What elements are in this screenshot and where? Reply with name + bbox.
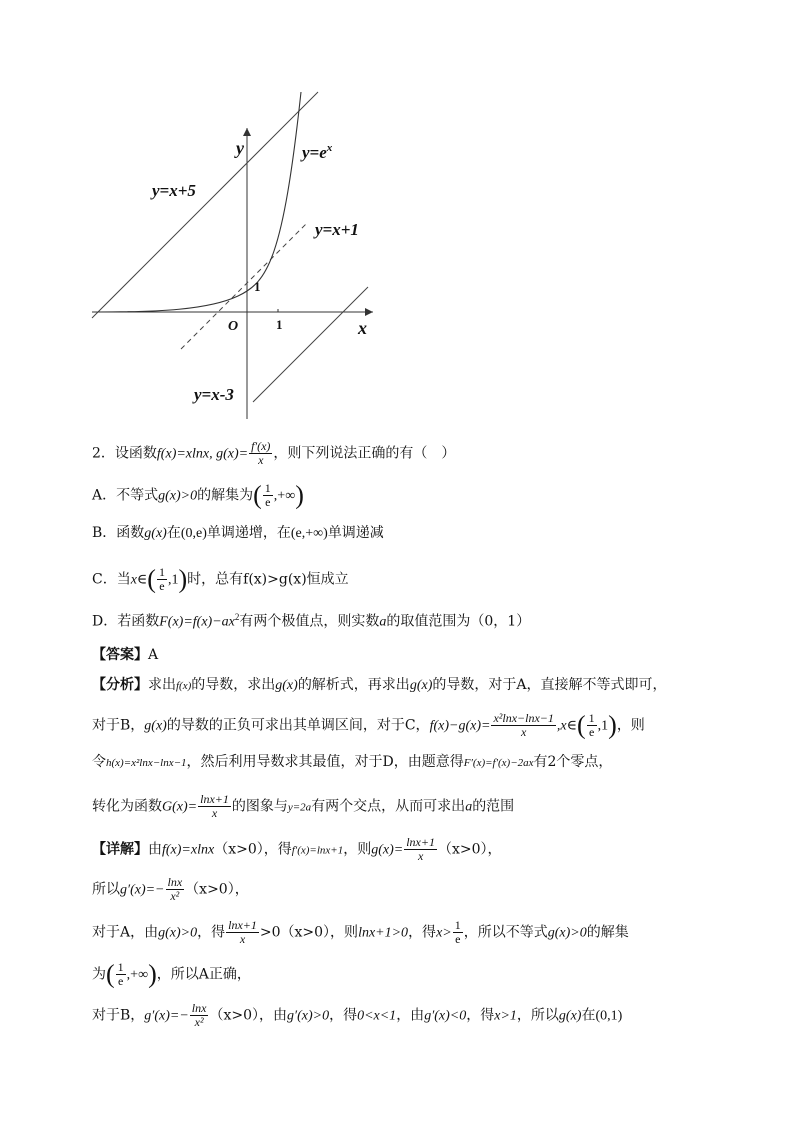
function-graph [88,88,388,428]
answer-line: 【答案】A [92,647,159,663]
y-axis-label: y [236,138,244,158]
x-axis-label: x [358,318,367,338]
detail-line-3: 对于A，由g(x)>0，得 $\frac{\ln x+1}{x}$ >0（x>0），则lnx+1>0，得x> $\frac{1}{e}$ ，所以不等式g(x)>0的解集 [92,918,629,946]
analysis-line-4: 转化为函数G(x)= $\frac{\ln x+1}{x}$ 的图象与y=2a有两个交点，从而可求出a的范围 [92,792,515,820]
detail-line-2: 所以g′(x)=− $\frac{\ln x}{\text{x²}}$ （x>0）， [92,875,249,903]
question-stem: 2．设函数f(x)=xlnx, g(x)= $\frac{f'(x)}{x}$ ，则下列说法正确的有（ ） [92,439,456,467]
curve-label: $y=e^x$ [302,142,333,162]
option-b: B．函数g(x)在(0,e)单调递增，在(e,+∞)单调递减 [92,525,384,541]
line-y-x-plus-5 [92,92,318,318]
x-one-label: 1 [276,317,283,332]
option-a: A．不等式g(x)>0的解集为( $\frac{1}{e}$ ,+∞) [92,480,304,510]
option-c: C．当x∈( $\frac{1}{e}$ ,1)时，总有f(x)>g(x)恒成立 [92,564,349,594]
line-c-label: y=x-3 [194,385,234,404]
line-a-label: y=x+5 [152,181,196,200]
curve-y-e-x [96,92,301,312]
analysis-line-2: 对于B，g(x)的导数的正负可求出其单调区间，对于C，f(x)−g(x)= $\frac{\text{x²lnx−lnx−1}}{x}$ ,x∈( $\frac{1}{e}$ ,1)，则 [92,710,645,740]
x-axis-arrow [365,308,373,316]
analysis-line-1: 【分析】求出f(x)的导数，求出g(x)的解析式，再求出g(x)的导数，对于A，直接解不等式即可， [92,677,667,693]
y-axis-arrow [243,128,251,136]
y-one-label: 1 [254,279,261,294]
detail-line-4: 为( $\frac{1}{e}$ ,+∞)，所以A正确， [92,959,251,989]
line-b-label: y=x+1 [315,220,359,239]
detail-line-5: 对于B，g′(x)=− $\frac{\ln x}{\text{x²}}$ （x>0），由g′(x)>0，得0<x<1，由g′(x)<0，得x>1，所以g(x)在(0,1) [92,1001,623,1029]
line-y-x-plus-1 [181,224,306,349]
option-d: D．若函数$F(x)=f(x)-ax^2$有两个极值点，则实数a的取值范围为（0，1） [92,612,531,630]
line-y-x-minus-3 [253,287,368,402]
origin-label: O [228,319,239,334]
detail-line-1: 【详解】由f(x)=xlnx（x>0），得f′(x)=lnx+1，则g(x)= $\frac{\ln x+1}{x}$ （x>0）， [92,835,502,863]
analysis-line-3: 令h(x)=x²lnx−lnx−1，然后利用导数求其最值，对于D，由题意得F′(x)=f′(x)−2ax有2个零点， [92,754,613,770]
